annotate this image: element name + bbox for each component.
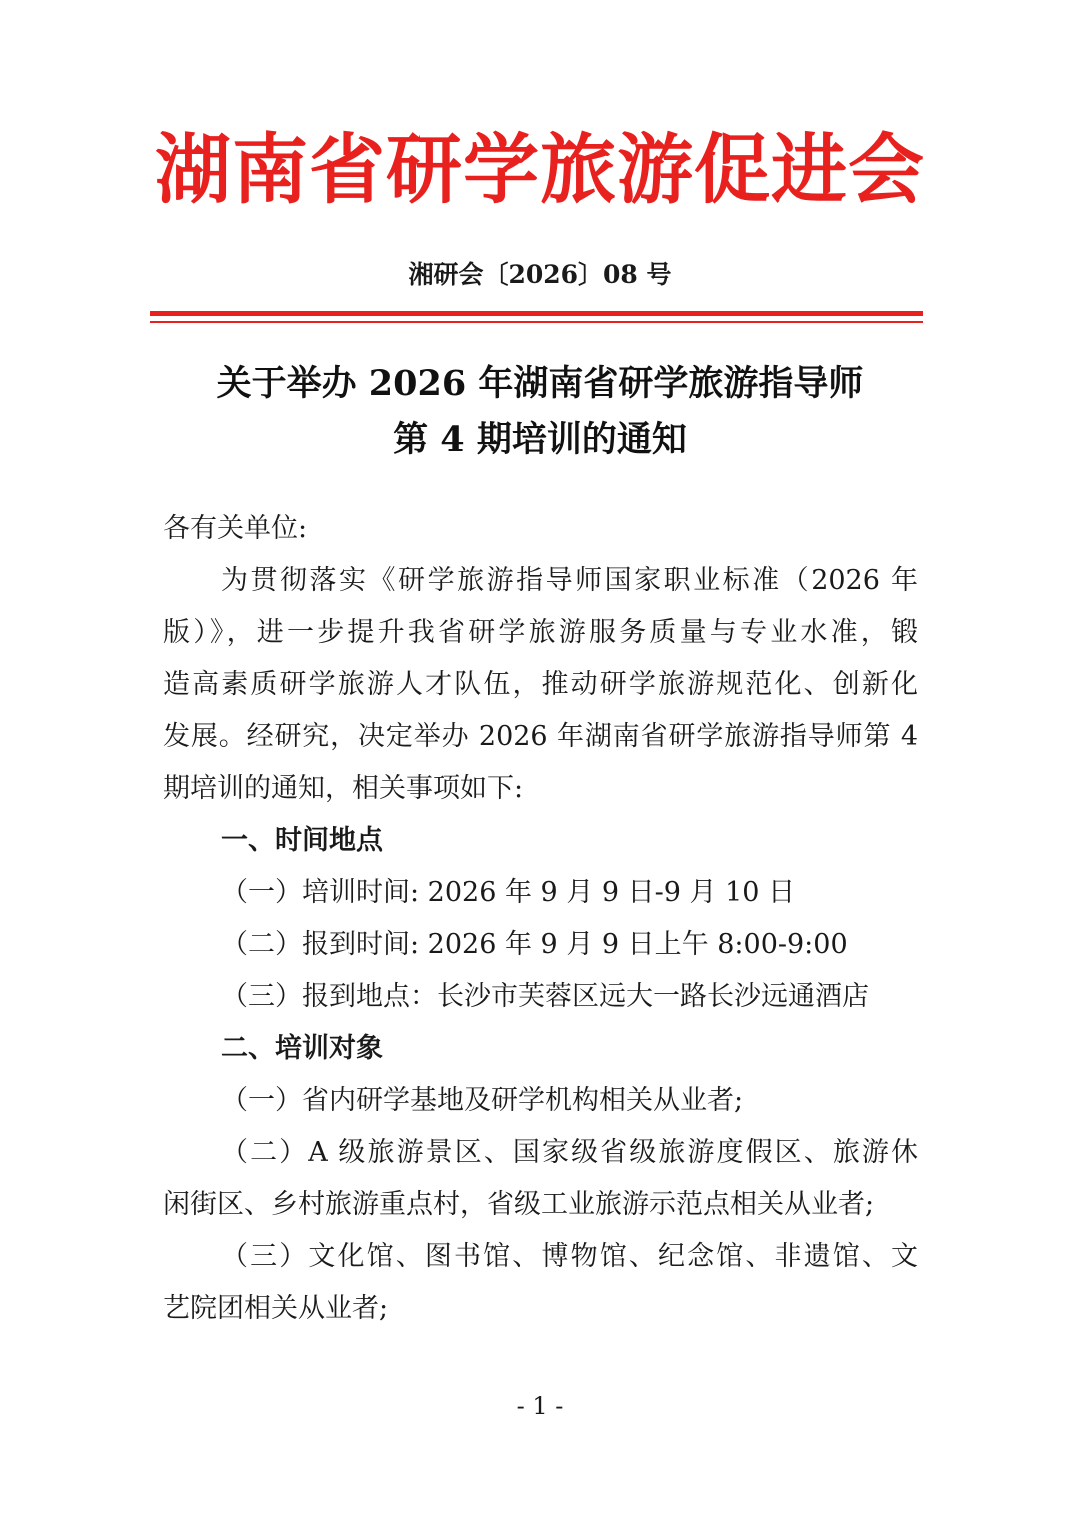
section-heading-trainees: 二、培训对象 (221, 1033, 383, 1064)
notice-title-line-1: 关于举办 2026 年湖南省研学旅游指导师 (216, 363, 864, 404)
notice-body (163, 503, 918, 1335)
intro-line: 发展。经研究，决定举办 2026 年湖南省研学旅游指导师第 4 (163, 721, 918, 752)
section-heading-time-place: 一、时间地点 (221, 825, 383, 856)
intro-line: 期培训的通知，相关事项如下: (163, 773, 524, 804)
trainee-item: （一）省内研学基地及研学机构相关从业者; (221, 1085, 744, 1116)
intro-line: 造高素质研学旅游人才队伍，推动研学旅游规范化、创新化 (163, 669, 918, 700)
organization-name: 湖南省研学旅游促进会 (155, 125, 925, 214)
header-rule-thick (150, 311, 923, 316)
training-time: （一）培训时间: 2026 年 9 月 9 日-9 月 10 日 (221, 877, 796, 908)
registration-location: （三）报到地点：长沙市芙蓉区远大一路长沙远通酒店 (221, 981, 869, 1012)
intro-line: 版）》，进一步提升我省研学旅游服务质量与专业水准，锻 (163, 617, 918, 648)
registration-time: （二）报到时间: 2026 年 9 月 9 日上午 8:00-9:00 (221, 929, 848, 960)
header-rule-thin (150, 321, 923, 323)
trainee-item: 闲街区、乡村旅游重点村，省级工业旅游示范点相关从业者; (163, 1189, 875, 1220)
trainee-item: （三）文化馆、图书馆、博物馆、纪念馆、非遗馆、文 (221, 1241, 918, 1272)
trainee-item: 艺院团相关从业者; (163, 1293, 389, 1324)
intro-line: 为贯彻落实《研学旅游指导师国家职业标准（2026 年 (221, 565, 918, 596)
trainee-item: （二）A 级旅游景区、国家级省级旅游度假区、旅游休 (221, 1137, 918, 1168)
page-number: - 1 - (516, 1392, 564, 1420)
salutation: 各有关单位: (163, 513, 308, 544)
document-number: 湘研会〔2026〕08 号 (408, 260, 672, 289)
notice-title-line-2: 第 4 期培训的通知 (393, 419, 687, 460)
